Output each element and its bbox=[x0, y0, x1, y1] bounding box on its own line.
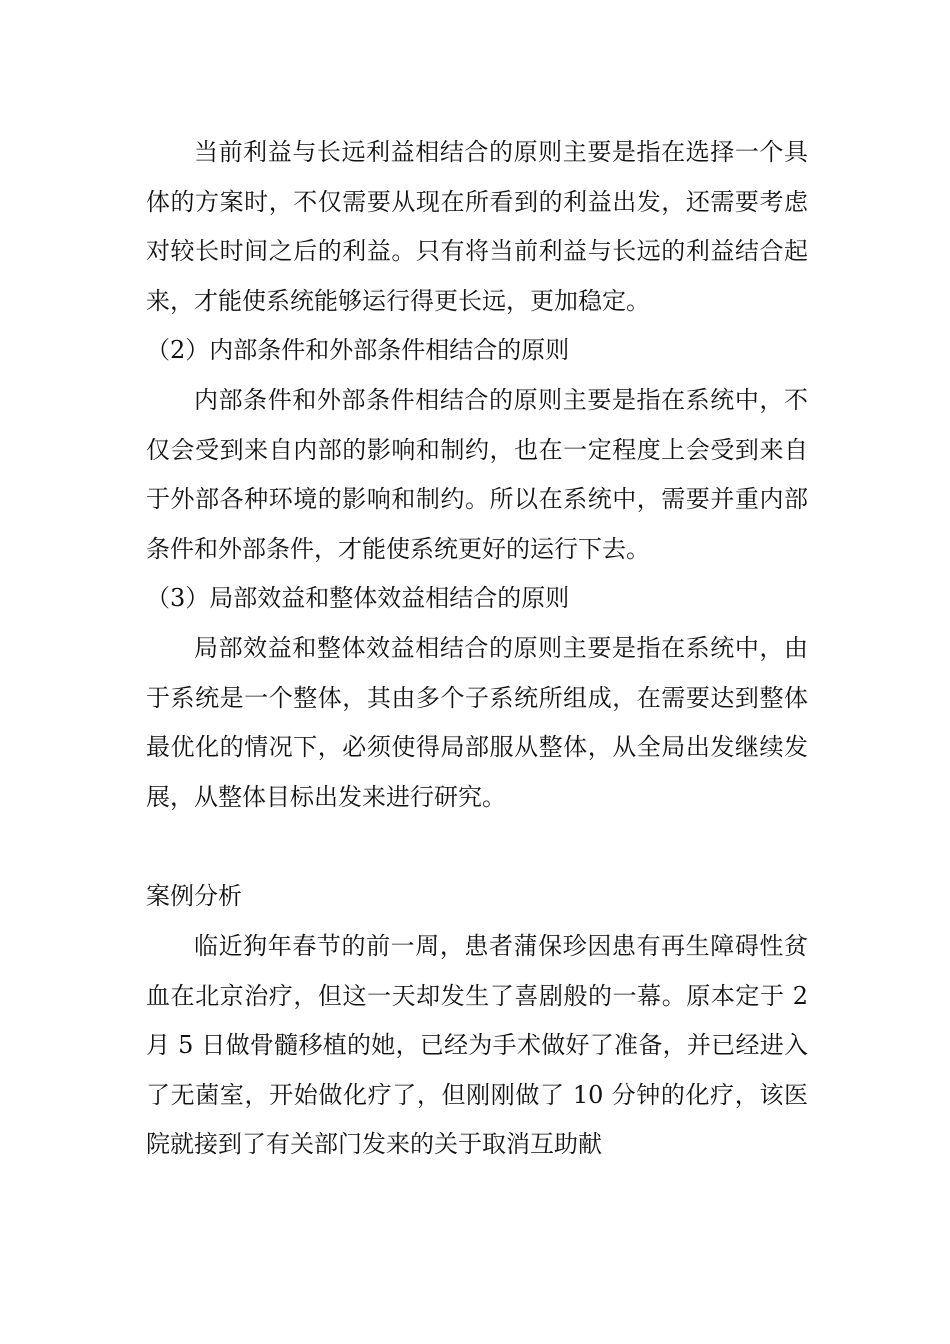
heading-local-overall: （3）局部效益和整体效益相结合的原则 bbox=[146, 584, 570, 613]
document-body bbox=[146, 128, 808, 1170]
paragraph-case-analysis: 临近狗年春节的前一周，患者蒲保珍因患有再生障碍性贫血在北京治疗，但这一天却发生了喜剧般的一幕。原本定于 2 月 5 日做骨髓移植的她，已经为手术做好了准备，并已经进入了无菌室，开始做化疗了，但刚刚做了 10 分钟的化疗，该医院就接到了有关部门发来的关于取消互助献 bbox=[146, 931, 808, 1159]
paragraph-local-overall: 局部效益和整体效益相结合的原则主要是指在系统中，由于系统是一个整体，其由多个子系统所组成，在需要达到整体最优化的情况下，必须使得局部服从整体，从全局出发继续发展，从整体目标出发来进行研究。 bbox=[146, 633, 808, 811]
paragraph-internal-external: 内部条件和外部条件相结合的原则主要是指在系统中，不仅会受到来自内部的影响和制约，也在一定程度上会受到来自于外部各种环境的影响和制约。所以在系统中，需要并重内部条件和外部条件，才能使系统更好的运行下去。 bbox=[146, 385, 808, 563]
paragraph-long-term-interest: 当前利益与长远利益相结合的原则主要是指在选择一个具体的方案时，不仅需要从现在所看到的利益出发，还需要考虑对较长时间之后的利益。只有将当前利益与长远的利益结合起来，才能使系统能够运行得更长远，更加稳定。 bbox=[146, 138, 808, 315]
heading-case-analysis: 案例分析 bbox=[146, 882, 242, 911]
heading-internal-external: （2）内部条件和外部条件相结合的原则 bbox=[146, 336, 570, 365]
